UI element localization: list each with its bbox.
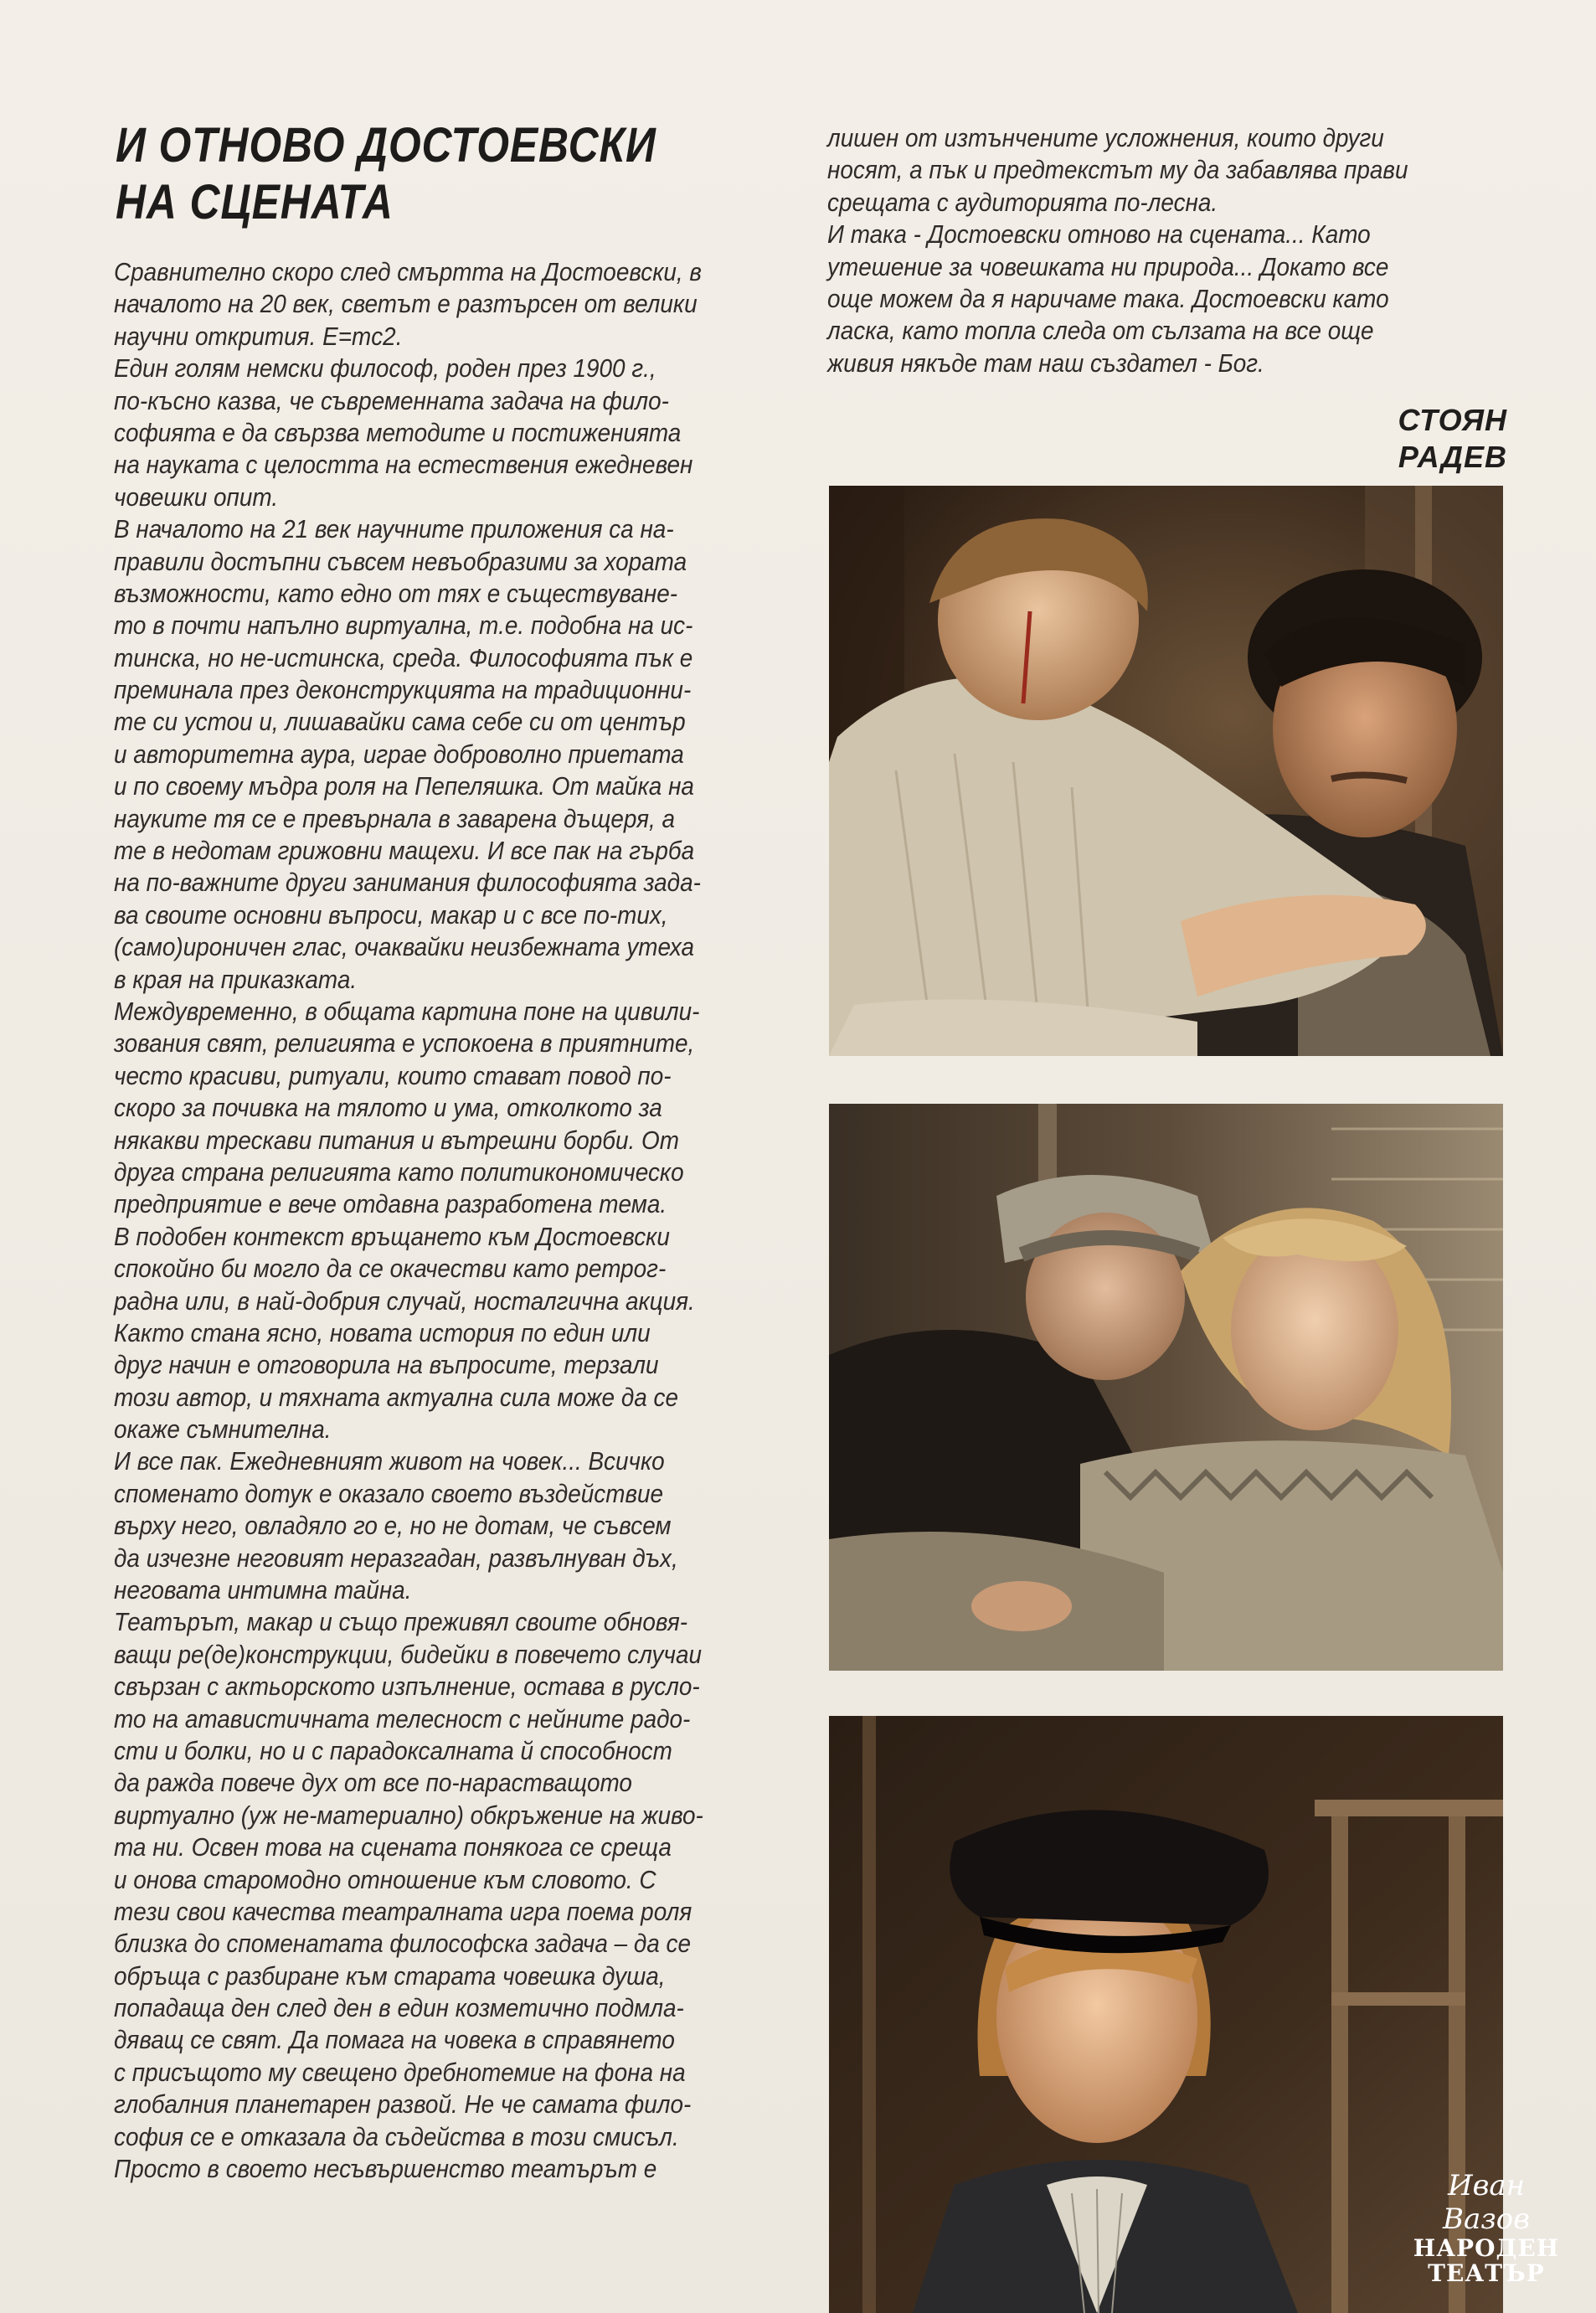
text-line: срещата с аудиторията по-лесна. <box>827 187 1218 217</box>
text-line: виртуално (уж не-материално) обкръжение на живо- <box>114 1800 703 1830</box>
left-text-column <box>114 256 794 2185</box>
logo-script: Иван Вазов <box>1442 2169 1531 2236</box>
text-line: някакви трескави питания и вътрешни борби. От <box>114 1125 679 1155</box>
text-line: живия някъде там наш създател - Бог. <box>827 348 1264 378</box>
text-line: (само)ироничен глас, очаквайки неизбежната утеха <box>114 932 694 962</box>
text-line: друга страна религията като политикономическо <box>114 1156 684 1187</box>
text-line: свързан с актьорското изпълнение, остава в русло- <box>114 1672 700 1702</box>
text-line: науките тя се е превърнала в заварена дъщеря, а <box>114 803 676 833</box>
text-line: неговата интимна тайна. <box>114 1575 412 1605</box>
text-line: човешки опит. <box>114 482 279 512</box>
text-line: в края на приказката. <box>114 964 358 994</box>
text-line: софия се е отказала да съдейства в този смисъл. <box>114 2121 679 2151</box>
text-line: В подобен контекст връщането към Достоевски <box>114 1221 670 1251</box>
text-line: дяващ се свят. Да помага на човека в справянето <box>114 2025 675 2055</box>
text-line: утешение за човешката ни природа... Докато все <box>827 251 1389 281</box>
text-line: скоро за почивка на тялото и ума, отколкото за <box>114 1093 662 1123</box>
text-line: научни открития. E=mc2. <box>114 321 403 351</box>
text-line: попадаща ден след ден в един козметично подмла- <box>114 1993 684 2023</box>
stage-photo-boy-and-man <box>829 486 1503 1056</box>
text-line: предприятие е вече отдавна разработена тема. <box>114 1189 667 1219</box>
text-line: лишен от изтънчените усложнения, които други <box>827 123 1384 152</box>
text-line: още можем да я наричаме така. Достоевски като <box>827 283 1389 313</box>
text-line: глобалния планетарен развой. Не че самата фило- <box>114 2089 692 2120</box>
text-line: Просто в своето несъвършенство театърът е <box>114 2154 657 2184</box>
text-line: зования свят, религията е успокоена в приятните, <box>114 1028 695 1059</box>
text-line: обръща с разбиране към старата човешка душа, <box>114 1960 666 1991</box>
text-line: спокойно би могло да се окачестви като ретрог- <box>114 1254 667 1284</box>
text-line: окаже съмнителна. <box>114 1414 332 1445</box>
title-line: НА СЦЕНАТА <box>116 175 394 229</box>
text-line: върху него, овладяло го е, но не дотам, че съвсем <box>114 1511 672 1541</box>
right-text-column <box>827 122 1506 379</box>
text-line: ласка, като топла следа от сълзата на все още <box>827 316 1374 346</box>
text-line: възможности, като едно от тях е съществуване- <box>114 578 678 608</box>
text-line: и по своему мъдра роля на Пепеляшка. От майка на <box>114 771 694 801</box>
text-line: да изчезне неговият неразгадан, развълнуван дъх, <box>114 1543 678 1573</box>
logo-word-2: ТЕАТЪР <box>1428 2259 1545 2287</box>
text-line: ва своите основни въпроси, макар и с все по-тих, <box>114 899 668 930</box>
text-line: то на атавистичната телесност с нейните радо- <box>114 1703 691 1733</box>
text-line: ващи ре(де)конструкции, бидейки в повечето случаи <box>114 1639 702 1669</box>
text-line: друг начин е отговорила на въпросите, терзали <box>114 1350 659 1380</box>
text-line: сти и болки, но и с парадоксалната й способност <box>114 1735 672 1765</box>
text-line: тинска, но не-истинска, среда. Философията пък е <box>114 642 693 672</box>
text-line: този автор, и тяхната актуална сила може да се <box>114 1382 678 1412</box>
text-line: те си устои и, лишавайки сама себе си от център <box>114 707 686 737</box>
text-line: те в недотам грижовни мащехи. И все пак на гърба <box>114 836 695 866</box>
stage-photo-two-women <box>829 1104 1503 1671</box>
text-line: на науката с целостта на естествения ежедневен <box>114 450 693 480</box>
stage-photo-boy-with-cap <box>829 1716 1503 2313</box>
text-line: да ражда повече дух от все по-нарастващото <box>114 1768 632 1798</box>
text-line: та ни. Освен това на сцената понякога се среща <box>114 1832 672 1862</box>
text-line: то в почти напълно виртуална, т.е. подобна на ис- <box>114 610 693 641</box>
text-line: и онова старомодно отношение към словото. С <box>114 1864 656 1894</box>
text-line: Сравнително скоро след смъртта на Достоевски, в <box>114 257 702 286</box>
text-line: В началото на 21 век научните приложения са на- <box>114 514 674 544</box>
text-line: с присъщото му свещено дребнотемие на фона на <box>114 2057 686 2087</box>
national-theatre-logo <box>1407 2169 1566 2295</box>
text-line: тези свои качества театралната игра поема роля <box>114 1896 692 1926</box>
text-line: правили достъпни съвсем невъобразими за хората <box>114 546 687 576</box>
text-line: Както стана ясно, новата история по един или <box>114 1317 651 1347</box>
text-line: началото на 20 век, светът е разтърсен от велики <box>114 289 698 319</box>
text-line: радна или, в най-добрия случай, носталгична акция. <box>114 1285 695 1316</box>
text-line: и авторитетна аура, играе доброволно приетата <box>114 739 684 769</box>
logo-word-1: НАРОДЕН <box>1413 2234 1560 2262</box>
text-line: често красиви, ритуали, които стават повод по- <box>114 1060 672 1090</box>
text-line: Театърът, макар и също преживял своите обновя- <box>114 1607 688 1637</box>
text-line: по-късно казва, че съвременната задача на фило- <box>114 385 669 415</box>
text-line: близка до споменатата философска задача – да се <box>114 1929 692 1959</box>
title-line: И ОТНОВО ДОСТОЕВСКИ <box>116 118 656 173</box>
text-line: софията е да свързва методите и постиженията <box>114 417 682 447</box>
text-line: споменато дотук е оказало своето въздействие <box>114 1478 664 1508</box>
text-line: носят, а пък и предтекстът му да забавлява прави <box>827 155 1408 185</box>
text-line: Един голям немски философ, роден през 1900 г., <box>114 353 656 384</box>
text-line: И все пак. Ежедневният живот на човек... Всичко <box>114 1446 665 1476</box>
text-line: преминала през деконструкцията на традиционни- <box>114 675 692 705</box>
text-line: на по-важните други занимания философията зада- <box>114 868 701 898</box>
author-signature: СТОЯН РАДЕВ <box>1398 403 1507 474</box>
text-line: И така - Достоевски отново на сцената... Като <box>827 219 1371 250</box>
text-line: Междувременно, в общата картина поне на цивили- <box>114 996 700 1026</box>
article-title <box>116 117 677 231</box>
